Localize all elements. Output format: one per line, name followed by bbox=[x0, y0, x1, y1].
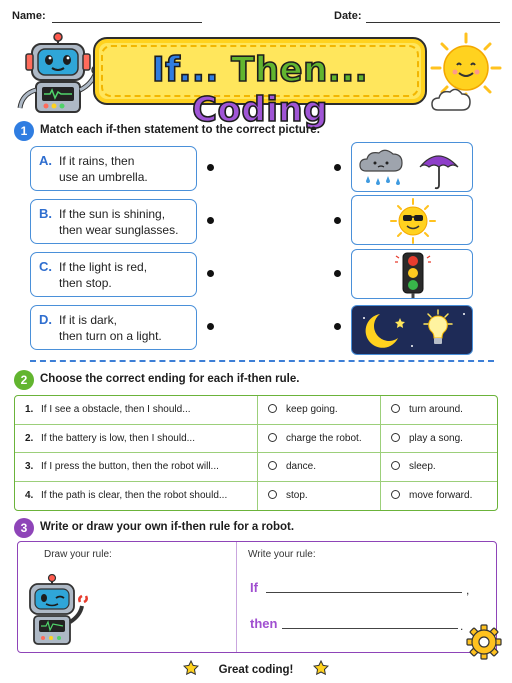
section1-title: Match each if-then statement to the correct picture. bbox=[40, 124, 320, 136]
date-write-line[interactable] bbox=[366, 22, 500, 23]
match-statement-d[interactable] bbox=[30, 305, 197, 350]
then-write-line[interactable] bbox=[282, 628, 458, 629]
if-write-line[interactable] bbox=[266, 592, 462, 593]
question-cell: 4. If the path is clear, then the robot should... bbox=[15, 482, 258, 511]
then-prompt: then bbox=[250, 616, 278, 631]
match-statement-c[interactable] bbox=[30, 252, 197, 297]
title-coding: Coding bbox=[192, 90, 328, 130]
own-rule-box bbox=[17, 541, 497, 653]
section3-title: Write or draw your own if-then rule for a robot. bbox=[40, 521, 295, 533]
option-cell[interactable]: keep going. bbox=[258, 396, 381, 424]
traffic-light-icon bbox=[352, 250, 473, 299]
match-dot-right-4[interactable] bbox=[334, 323, 341, 330]
winking-robot-icon bbox=[22, 574, 92, 652]
star-icon bbox=[183, 660, 199, 676]
rain-umbrella-icon bbox=[352, 143, 473, 192]
sun-sunglasses-icon bbox=[352, 196, 473, 245]
section2-title: Choose the correct ending for each if-then rule. bbox=[40, 373, 300, 385]
title-if: If... bbox=[151, 50, 219, 90]
match-dot-left-c[interactable] bbox=[207, 270, 214, 277]
question-cell: 3. If I press the button, then the robot will... bbox=[15, 453, 258, 481]
match-letter: C. bbox=[39, 259, 52, 274]
section2-number: 2 bbox=[14, 370, 34, 390]
draw-area[interactable] bbox=[98, 566, 228, 648]
table-row bbox=[15, 425, 497, 454]
picture-traffic-light[interactable] bbox=[351, 249, 473, 299]
match-dot-right-2[interactable] bbox=[334, 217, 341, 224]
option-cell[interactable]: move forward. bbox=[381, 482, 497, 511]
if-prompt: If bbox=[250, 580, 258, 595]
footer-text: Great coding! bbox=[218, 664, 294, 676]
radio-circle[interactable] bbox=[391, 490, 400, 499]
radio-circle[interactable] bbox=[391, 461, 400, 470]
section3-number: 3 bbox=[14, 518, 34, 538]
match-letter: A. bbox=[39, 153, 52, 168]
match-dot-left-d[interactable] bbox=[207, 323, 214, 330]
then-period: . bbox=[460, 619, 464, 633]
match-letter: D. bbox=[39, 312, 52, 327]
name-write-line[interactable] bbox=[52, 22, 202, 23]
table-row bbox=[15, 453, 497, 482]
option-cell[interactable]: stop. bbox=[258, 482, 381, 511]
moon-lightbulb-icon bbox=[352, 306, 473, 355]
picture-moon-lightbulb[interactable] bbox=[351, 305, 473, 355]
match-statement-b[interactable] bbox=[30, 199, 197, 244]
footer bbox=[0, 660, 512, 676]
gear-icon bbox=[466, 624, 502, 660]
star-icon bbox=[313, 660, 329, 676]
match-text: If the light is red, then stop. bbox=[59, 260, 148, 290]
match-dot-right-3[interactable] bbox=[334, 270, 341, 277]
radio-circle[interactable] bbox=[268, 461, 277, 470]
box-divider bbox=[236, 542, 237, 652]
question-cell: 2. If the battery is low, then I should... bbox=[15, 425, 258, 453]
picture-rain-umbrella[interactable] bbox=[351, 142, 473, 192]
page-title bbox=[95, 50, 425, 130]
match-statement-a[interactable] bbox=[30, 146, 197, 191]
table-row bbox=[15, 396, 497, 425]
table-row bbox=[15, 482, 497, 511]
option-cell[interactable]: play a song. bbox=[381, 425, 497, 453]
draw-label: Draw your rule: bbox=[44, 549, 112, 560]
radio-circle[interactable] bbox=[391, 404, 400, 413]
section-divider bbox=[30, 360, 494, 362]
picture-sun-sunglasses[interactable] bbox=[351, 195, 473, 245]
option-cell[interactable]: sleep. bbox=[381, 453, 497, 481]
option-cell[interactable]: dance. bbox=[258, 453, 381, 481]
title-banner bbox=[93, 37, 427, 130]
sun-cloud-icon bbox=[428, 32, 504, 114]
match-text: If it is dark, then turn on a light. bbox=[59, 313, 162, 343]
radio-circle[interactable] bbox=[268, 404, 277, 413]
option-cell[interactable]: turn around. bbox=[381, 396, 497, 424]
match-letter: B. bbox=[39, 206, 52, 221]
match-dot-left-b[interactable] bbox=[207, 217, 214, 224]
name-label: Name: bbox=[12, 10, 46, 22]
radio-circle[interactable] bbox=[391, 433, 400, 442]
option-cell[interactable]: charge the robot. bbox=[258, 425, 381, 453]
write-label: Write your rule: bbox=[248, 549, 316, 560]
section1-number: 1 bbox=[14, 121, 34, 141]
match-text: If it rains, then use an umbrella. bbox=[59, 154, 148, 184]
header-row bbox=[12, 10, 500, 26]
match-dot-right-1[interactable] bbox=[334, 164, 341, 171]
radio-circle[interactable] bbox=[268, 433, 277, 442]
match-text: If the sun is shining, then wear sunglasses. bbox=[59, 207, 179, 237]
question-cell: 1. If I see a obstacle, then I should... bbox=[15, 396, 258, 424]
robot-icon bbox=[12, 32, 104, 118]
title-then: Then... bbox=[231, 50, 369, 90]
radio-circle[interactable] bbox=[268, 490, 277, 499]
date-label: Date: bbox=[334, 10, 362, 22]
choice-table bbox=[14, 395, 498, 511]
if-comma: , bbox=[466, 583, 470, 597]
match-dot-left-a[interactable] bbox=[207, 164, 214, 171]
